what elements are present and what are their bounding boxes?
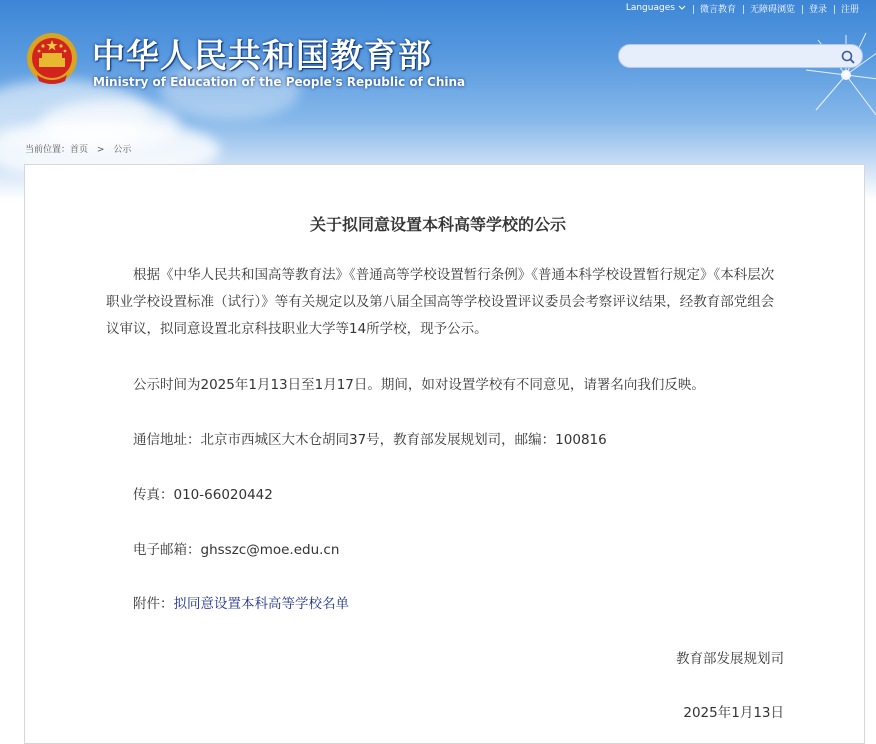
languages-label: Languages <box>625 3 675 13</box>
site-title[interactable]: 中华人民共和国教育部 <box>92 36 432 75</box>
breadcrumb-current-link[interactable]: 公示 <box>113 145 132 155</box>
attachment-link[interactable]: 拟同意设置本科高等学校名单 <box>173 596 349 612</box>
national-emblem-icon <box>25 31 79 87</box>
top-links-bar <box>619 0 866 16</box>
signature-department: 教育部发展规划司 <box>676 651 784 667</box>
paragraph-1-text: 根据《中华人民共和国高等教育法》《普通高等学校设置暂行条例》《普通本科学校设置暂行规定》《本科层次职业学校设置标准（试行）》等有关规定以及第八届全国高等学校设置评议委员会考察评议结果，经教育部党组会议审议，拟同意设置北京科技职业大学等14所学校，现予公示。 <box>106 267 775 337</box>
register-link[interactable]: 注册 <box>834 2 866 15</box>
signature-date: 2025年1月13日 <box>683 705 784 721</box>
contact-fax: 传真：010-66020442 <box>133 487 273 503</box>
login-link[interactable]: 登录 <box>802 2 834 15</box>
attachment-label: 附件： <box>133 596 174 612</box>
chevron-down-icon <box>678 5 686 11</box>
breadcrumb-prefix: 当前位置： <box>25 145 71 155</box>
contact-address: 通信地址：北京市西城区大木仓胡同37号，教育部发展规划司，邮编：100816 <box>133 432 607 448</box>
site-subtitle: Ministry of Education of the People's Republic of China <box>93 75 466 89</box>
breadcrumb-home-link[interactable]: 首页 <box>70 145 89 155</box>
breadcrumb-separator: > <box>96 145 105 155</box>
search-box <box>618 44 863 68</box>
accessible-browse-link[interactable]: 无障碍浏览 <box>743 2 802 15</box>
weiyan-link[interactable]: 微言教育 <box>693 2 743 15</box>
contact-email: 电子邮箱：ghsszc@moe.edu.cn <box>133 542 340 558</box>
search-icon[interactable] <box>840 49 856 65</box>
breadcrumb <box>25 142 131 155</box>
article-paragraph-2: 公示时间为2025年1月13日至1月17日。期间，如对设置学校有不同意见，请署名向我们反映。 <box>133 377 705 393</box>
article-paragraph-1 <box>106 262 786 343</box>
attachment-row <box>133 592 349 612</box>
search-input[interactable] <box>629 48 833 66</box>
languages-menu[interactable] <box>619 3 693 13</box>
article-title: 关于拟同意设置本科高等学校的公示 <box>309 215 566 234</box>
